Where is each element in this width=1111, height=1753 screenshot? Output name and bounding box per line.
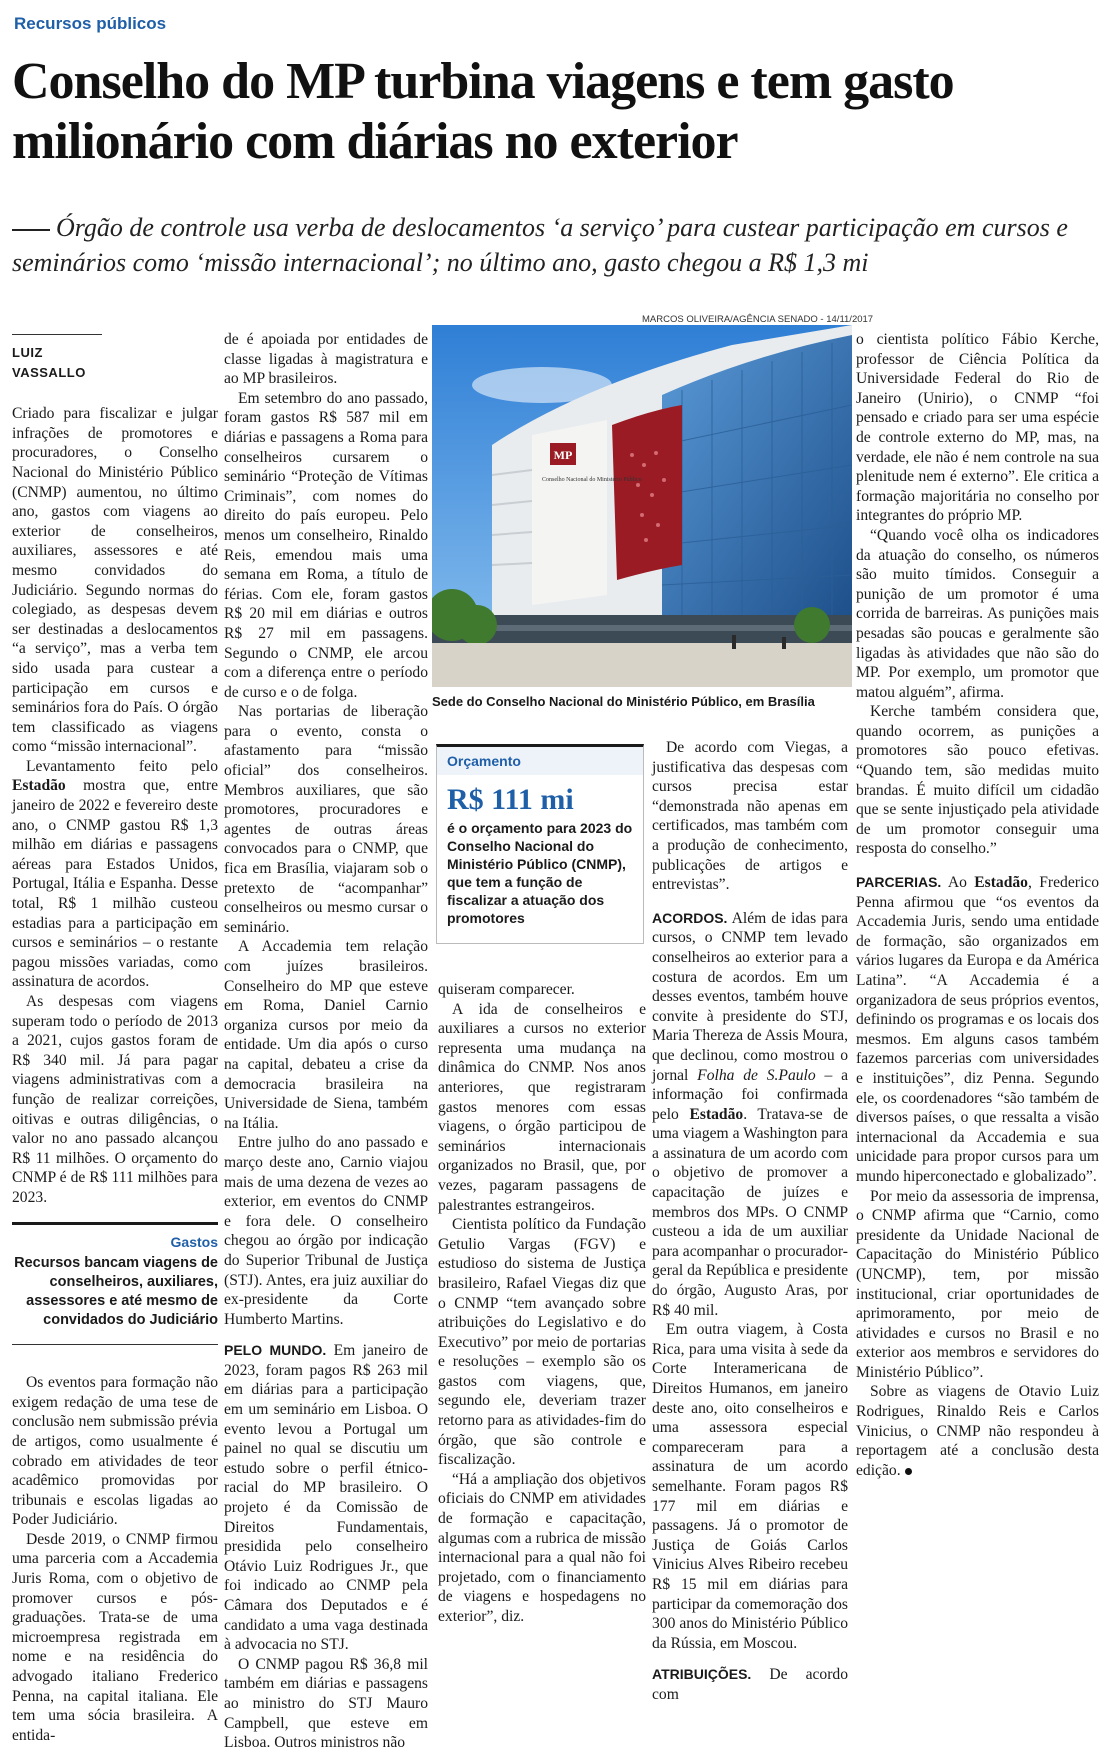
mp-logo-text: MP [553, 448, 573, 462]
column-3 [438, 980, 646, 1627]
byline: LUIZ VASSALLO [12, 334, 102, 382]
paragraph: “Quando você olha os indicadores da atuação do conselho, os números são muito tímidos. Conseguir a punição de um promotor é uma corrida de barreiras. As punições mais pesadas são poucas e geralmente são ligadas às atividades que não são do MP. Por exemplo, um promotor que matou alguém”, afirma. [856, 526, 1099, 701]
paragraph: PELO MUNDO. Em janeiro de 2023, foram pagos R$ 263 mil em diárias para a participação em um seminário em Lisboa. O evento levou a Portugal um painel no qual se discutiu um estudo sobre o perfil étnico-racial do MP brasileiro. O projeto é da Comissão de Direitos Fundamentais, presidida pelo conselheiro Otávio Luiz Rodrigues Jr., que foi indicado ao CNMP pela Câmara dos Deputados e é candidato a uma vaga destinada à advocacia no STJ. [224, 1342, 428, 1654]
orcamento-label: Orçamento [437, 747, 643, 775]
column-1 [12, 330, 218, 1745]
paragraph: A Accademia tem relação com juízes brasileiros. Conselheiro do MP que esteve em Roma, Daniel Carnio organiza cursos por meio da entidade. Um dia após o curso na capital, debateu a crise da democracia brasileira na Universidade de Siena, também na Itália. [224, 938, 428, 1132]
section-tag: Recursos públicos [14, 14, 167, 33]
paragraph: ACORDOS. Além de idas para cursos, o CNMP tem levado conselheiros ao exterior para a costura de acordos. Em um desses eventos, também houve convite à presidente do STJ, Maria Thereza de Assis Moura, que declinou, como mostrou o jornal Folha de S.Paulo – a informação foi confirmada pelo Estadão. Tratava-se de uma viagem a Washington para a assinatura de um acordo com o objetivo de promover a capacitação de juízes e membros dos MPs. O CNMP custeou a ida de um auxiliar para acompanhar o procurador-geral da República e presidente do órgão, Augusto Aras, por R$ 40 mil. [652, 909, 848, 1319]
paragraph: Desde 2019, o CNMP firmou uma parceria com a Accademia Juris Roma, com o objetivo de promover cursos e pós-graduações. Trata-se de uma microempresa registrada em nome e na residência do advogado italiano Frederico Penna, na capital italiana. Ele tem uma sócia brasileira. A entida- [12, 1530, 218, 1744]
paragraph: ATRIBUIÇÕES. De acordo com [652, 1666, 848, 1703]
paragraph: Os eventos para formação não exigem redação de uma tese de conclusão nem submissão prévia de artigos, como usualmente é cobrado em atividades de teor acadêmico promovidas por tribunais e escolas ligadas ao Poder Judiciário. [12, 1374, 218, 1529]
building-sign: Conselho Nacional do Ministério Público [542, 477, 642, 483]
paragraph: Entre julho do ano passado e março deste ano, Carnio viajou mais de uma dezena de vezes ao exterior, em eventos do CNMP e fora dele. O conselheiro chegou ao órgão por indicação do Superior Tribunal de Justiça (STJ). Antes, era juiz auxiliar do ex-presidente da Corte Humberto Martins. [224, 1134, 428, 1328]
paragraph: quiseram comparecer. [438, 981, 575, 998]
paragraph: As despesas com viagens superam todo o período de 2013 a 2021, cujos gastos foram de R$ 340 mil. Já para pagar viagens administrativas com a função de realizar correições, oitivas e outras diligências, o valor no ano passado alcançou R$ 11 milhões. O orçamento do CNMP é de R$ 111 milhões para 2023. [12, 993, 218, 1206]
column-4 [652, 738, 848, 1705]
photo [432, 325, 852, 687]
paragraph: Levantamento feito pelo Estadão mostra que, entre janeiro de 2022 e fevereiro deste ano, o CNMP gastou R$ 1,3 milhão em diárias e passagens aéreas para Estados Unidos, Portugal, Itália e Espanha. Desse total, R$ 1 milhão custeou estadias para a participação em cursos e seminários – o restante pagou missões variadas, como assinatura de acordos. [12, 757, 218, 991]
paragraph: O CNMP pagou R$ 36,8 mil também em diárias e passagens ao ministro do STJ Mauro Campbell, que esteve em Lisboa. Outros ministros não [224, 1655, 428, 1752]
gastos-text: Recursos bancam viagens de conselheiros, auxiliares, assessores e até mesmo de convidados do Judiciário [14, 1255, 218, 1329]
paragraph: De acordo com Viegas, a justificativa das despesas com cursos precisa estar “demonstrada não apenas em certificados, mas também com a produção de conhecimento, publicações de artigos e entrevistas”. [652, 739, 848, 894]
paragraph: Por meio da assessoria de imprensa, o CNMP afirma que “Carnio, como presidente da Unidade Nacional de Capacitação do Ministério Público (UNCMP), tem, por missão institucional, criar oportunidades de aprimoramento, por meio de atividades e cursos no Brasil e no exterior aos membros e servidores do Ministério Público”. [856, 1187, 1099, 1381]
paragraph: de é apoiada por entidades de classe ligadas à magistratura e ao MP brasileiros. [224, 331, 428, 388]
orcamento-box [436, 744, 644, 944]
photo-caption: Sede do Conselho Nacional do Ministério Público, em Brasília [432, 694, 815, 709]
orcamento-value: R$ 111 mi [447, 783, 574, 816]
paragraph: Kerche também considera que, quando ocorrem, as punições a promotores são pouco efetivas. “Quando tem, são medidas muito brandas. É muito difícil um cidadão que se sente injustiçado pela atividade de um promotor conseguir uma resposta do conselho.” [856, 703, 1099, 858]
paragraph: “Há a ampliação dos objetivos oficiais do CNMP em atividades de formação e capacitação, algumas com a rubrica de missão internacional para a qual não foi projetado, com o financiamento de viagens e hospedagens no exterior”, diz. [438, 1470, 646, 1625]
paragraph: Sobre as viagens de Otavio Luiz Rodrigues, Rinaldo Reis e Carlos Vinicius, o CNMP não respondeu à reportagem até a conclusão desta edição. [856, 1383, 1099, 1479]
end-mark [905, 1468, 912, 1475]
headline: Conselho do MP turbina viagens e tem gasto milionário com diárias no exterior [12, 53, 954, 170]
subhead-text: Órgão de controle usa verba de deslocamentos ‘a serviço’ para custear participação em cursos e seminários como ‘missão internacional’; no último ano, gasto chegou a R$ 1,3 mi [12, 213, 1068, 277]
building-illustration [432, 325, 852, 687]
paragraph: Em setembro do ano passado, foram gastos R$ 587 mil em diárias e passagens a Roma para conselheiros cursarem o seminário “Proteção de Vítimas Criminais”, com nomes do direito do país europeu. Pelo menos um conselheiro, Rinaldo Reis, emendou mais uma semana em Roma, a título de férias. Com ele, foram gastos R$ 20 mil em diárias e outros R$ 27 mil em passagens. Segundo o CNMP, ele arcou com a diferença entre o período de curso e o de folga. [224, 389, 428, 701]
column-2 [224, 330, 428, 1753]
column-5 [856, 330, 1099, 1480]
paragraph: Em outra viagem, à Costa Rica, para uma visita à sede da Corte Interamericana de Direitos Humanos, em janeiro deste ano, oito conselheiros e uma assessora especial compareceram para a assinatura de um acordo semelhante. Foram pagos R$ 177 mil em diárias e passagens. Já o promotor de Justiça de Goiás Carlos Vinicius Alves Ribeiro recebeu R$ 15 mil em diárias para participar da comemoração dos 300 anos do Ministério Público da Rússia, em Moscou. [652, 1321, 848, 1652]
paragraph: o cientista político Fábio Kerche, professor de Ciência Política da Universidade Federal do Rio de Janeiro (Unirio), o CNMP “foi pensado e criado para ser uma espécie de controle externo do MP, mas, na verdade, ele não é nem controle na sua plenitude nem é externo”. Ele critica a formação majoritária no conselho por integrantes do próprio MP. [856, 331, 1099, 525]
paragraph: Cientista político da Fundação Getulio Vargas (FGV) e estudioso do sistema de Justiça brasileiro, Rafael Viegas diz que o CNMP “tem avançado sobre atribuições do Legislativo e do Executivo” por meio de portarias e resoluções – exemplo são os gastos com viagens, que, segundo ele, deveriam trazer retorno para as atividades-fim do órgão, que são controle e fiscalização. [438, 1216, 646, 1469]
paragraph: Nas portarias de liberação para o evento, consta o afastamento para “missão oficial” dos conselheiros. Membros auxiliares, que são promotores, procuradores e agentes de outras áreas convocados para o CNMP, que fica em Brasília, viajaram sob o pretexto de “acompanhar” conselheiros ou mesmo cursar o seminário. [224, 703, 428, 936]
orcamento-desc: é o orçamento para 2023 do Conselho Nacional do Ministério Público (CNMP), que tem a função de fiscalizar a atuação dos promotores [447, 820, 633, 926]
paragraph: Criado para fiscalizar e julgar infrações de promotores e procuradores, o Conselho Nacional do Ministério Público (CNMP) aumentou, no último ano, gastos com viagens ao exterior de conselheiros, auxiliares, assessores e até mesmo convidados do Judiciário. Segundo normas do colegiado, as despesas devem ser destinadas a deslocamentos “a serviço”, mas a verba tem sido usada para custear a participação em cursos e seminários fora do País. O órgão tem classificado as viagens como “missão internacional”. [12, 405, 218, 756]
paragraph: A ida de conselheiros e auxiliares a cursos no exterior representa uma mudança na dinâmica do CNMP. Nos anos anteriores, que registraram gastos menores com essas viagens, o órgão participou de seminários internacionais organizados no Brasil, que, por vezes, pagaram passagens de palestrantes estrangeiros. [438, 1000, 646, 1214]
photo-credit: MARCOS OLIVEIRA/AGÊNCIA SENADO - 14/11/2017 [642, 314, 874, 325]
gastos-label: Gastos [170, 1233, 218, 1250]
divider [12, 1344, 218, 1345]
subhead [12, 210, 1102, 280]
gastos-box [12, 1222, 218, 1331]
subhead-dash [12, 229, 50, 231]
paragraph: PARCERIAS. Ao Estadão, Frederico Penna afirmou que “os eventos da Accademia Juris, sendo uma entidade de formação, são organizados em vários lugares da Europa e da América Latina”. “A Accademia é a organizadora de seus próprios eventos, definindo os programas e os locais dos mesmos. Em alguns casos também fazemos parcerias com universidades e instituições”, diz Penna. Segundo ele, os coordenadores “são também de diversos países, o que ressalta a visão internacional da Accademia e sua unicidade para propor cursos para um mundo hiperconectado e globalizado”. [856, 874, 1099, 1185]
